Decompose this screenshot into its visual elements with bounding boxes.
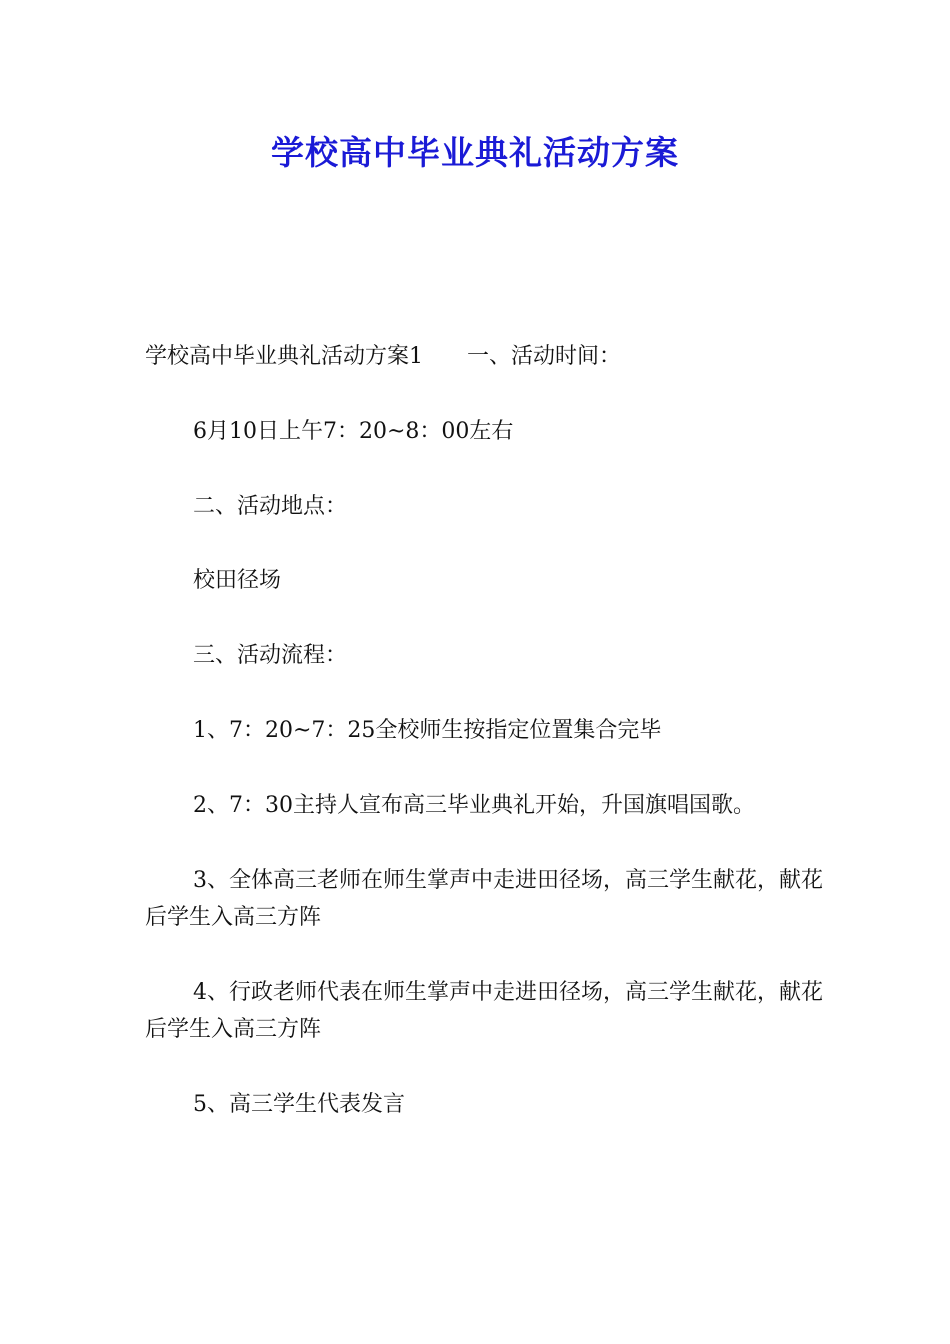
paragraph-spacer [145, 600, 835, 637]
paragraph-1: 学校高中毕业典礼活动方案1 一、活动时间： [145, 344, 621, 369]
paragraph-spacer [145, 936, 835, 973]
paragraph-7: 2、7：30主持人宣布高三毕业典礼开始，升国旗唱国歌。 [193, 792, 755, 818]
paragraph-5: 三、活动流程： [193, 643, 348, 669]
document-body [145, 338, 835, 1123]
paragraph-spacer [145, 525, 835, 562]
paragraph-10: 5、高三学生代表发言 [193, 1091, 405, 1117]
paragraph-4: 校田径场 [193, 568, 282, 594]
paragraph-2: 6月10日上午7：20~8：00左右 [193, 418, 514, 444]
paragraph-spacer [145, 824, 835, 861]
paragraph-8: 3、全体高三老师在师生掌声中走进田径场，高三学生献花，献花后学生入高三方阵 [145, 867, 823, 930]
paragraph-spacer [145, 675, 835, 712]
paragraph-spacer [145, 1049, 835, 1086]
paragraph-spacer [145, 749, 835, 786]
paragraph-3: 二、活动地点： [193, 493, 348, 519]
paragraph-6: 1、7：20~7：25全校师生按指定位置集合完毕 [193, 717, 662, 743]
paragraph-spacer [145, 375, 835, 412]
document-title: 学校高中毕业典礼活动方案 [271, 133, 679, 172]
paragraph-spacer [145, 450, 835, 487]
paragraph-9: 4、行政老师代表在师生掌声中走进田径场，高三学生献花，献花后学生入高三方阵 [145, 979, 823, 1043]
